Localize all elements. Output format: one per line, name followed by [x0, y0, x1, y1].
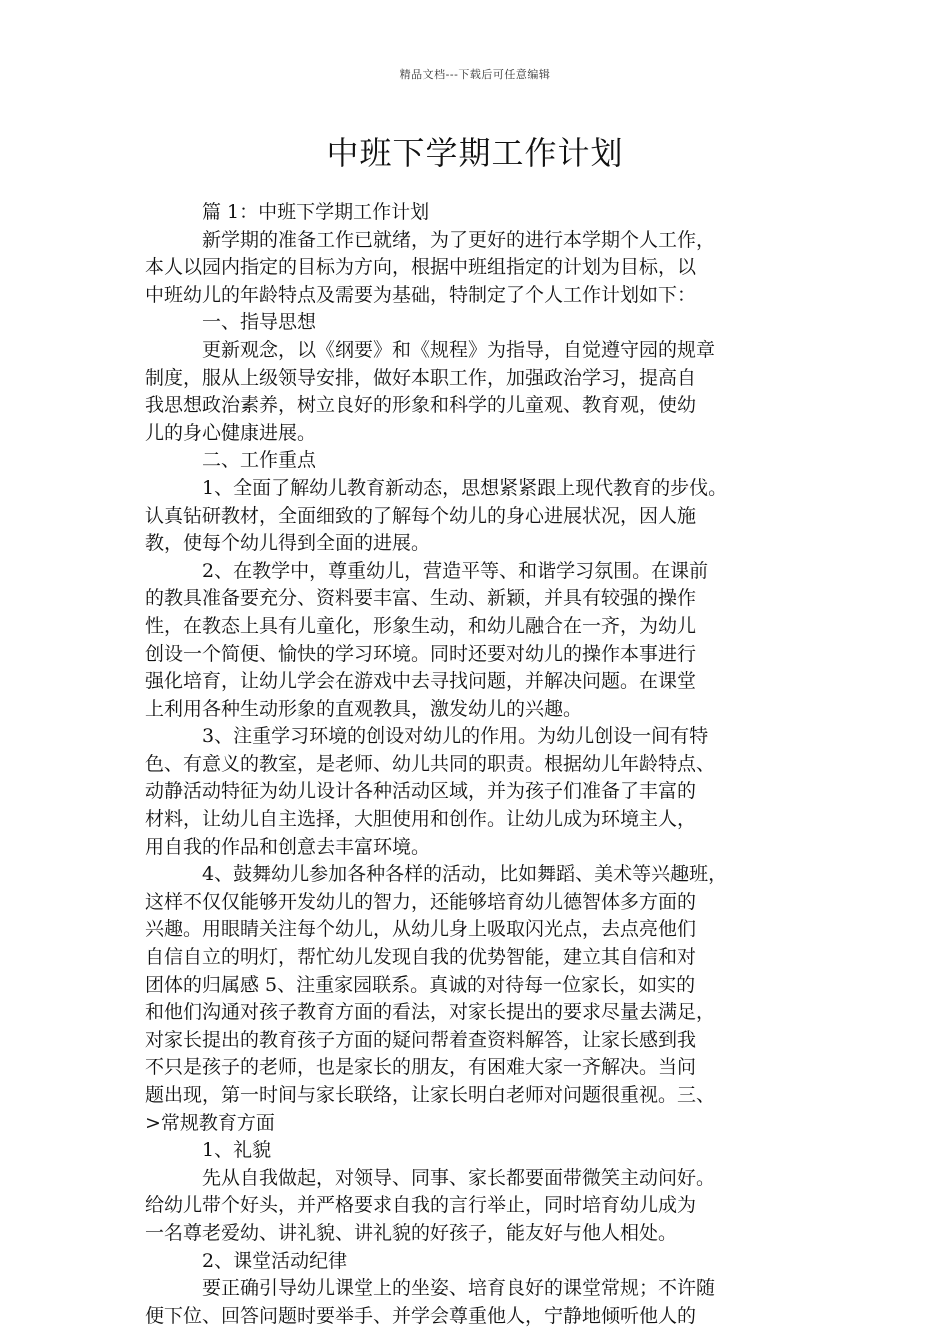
header-note: 精品文档---下载后可任意编辑 — [399, 68, 551, 81]
body-line: 兴趣。用眼睛关注每个幼儿，从幼儿身上吸取闪光点，去点亮他们 — [145, 918, 697, 941]
body-line: 材料，让幼儿自主选择，大胆使用和创作。让幼儿成为环境主人， — [145, 808, 697, 831]
body-line: 的教具准备要充分、资料要丰富、生动、新颖，并具有较强的操作 — [145, 587, 697, 610]
body-line: 用自我的作品和创意去丰富环境。 — [145, 835, 431, 858]
body-line: 我思想政治素养，树立良好的形象和科学的儿童观、教育观，使幼 — [145, 394, 697, 417]
body-line: 本人以园内指定的目标为方向，根据中班组指定的计划为目标，以 — [145, 256, 697, 279]
body-line: 动静活动特征为幼儿设计各种活动区域，并为孩子们准备了丰富的 — [145, 780, 697, 803]
body-line: 上利用各种生动形象的直观教具，激发幼儿的兴趣。 — [145, 697, 583, 720]
body-line: 对家长提出的教育孩子方面的疑问帮着查资料解答，让家长感到我 — [145, 1028, 697, 1051]
body-line: 儿的身心健康进展。 — [145, 421, 317, 444]
body-line: 要正确引导幼儿课堂上的坐姿、培育良好的课堂常规；不许随 — [202, 1277, 716, 1300]
body-line: 和他们沟通对孩子教育方面的看法，对家长提出的要求尽量去满足， — [145, 1001, 716, 1024]
body-line: 创设一个简便、愉快的学习环境。同时还要对幼儿的操作本事进行 — [145, 642, 697, 665]
body-line: 教，使每个幼儿得到全面的进展。 — [145, 532, 431, 555]
body-line: 给幼儿带个好头，并严格要求自我的言行举止，同时培育幼儿成为 — [145, 1194, 697, 1217]
body-line: 制度，服从上级领导安排，做好本职工作，加强政治学习，提高自 — [145, 366, 697, 389]
body-line: 4、鼓舞幼儿参加各种各样的活动，比如舞蹈、美术等兴趣班， — [202, 863, 728, 886]
body-line: 新学期的准备工作已就绪，为了更好的进行本学期个人工作， — [202, 228, 716, 251]
body-line: 便下位、回答问题时要举手、并学会尊重他人，宁静地倾听他人的 — [145, 1304, 697, 1327]
body-line: 团体的归属感 5、注重家园联系。真诚的对待每一位家长，如实的 — [145, 973, 696, 996]
document-body — [145, 199, 830, 1330]
body-line: 篇 1：中班下学期工作计划 — [202, 201, 430, 223]
body-line: 1、全面了解幼儿教育新动态，思想紧紧跟上现代教育的步伐。 — [202, 476, 728, 499]
body-line: 一名尊老爱幼、讲礼貌、讲礼貌的好孩子，能友好与他人相处。 — [145, 1221, 678, 1244]
body-line: 2、在教学中，尊重幼儿，营造平等、和谐学习氛围。在课前 — [202, 559, 709, 582]
body-line: 这样不仅仅能够开发幼儿的智力，还能够培育幼儿德智体多方面的 — [145, 890, 697, 913]
body-line: 认真钻研教材，全面细致的了解每个幼儿的身心进展状况，因人施 — [145, 504, 697, 527]
body-line: 自信自立的明灯，帮忙幼儿发现自我的优势智能，建立其自信和对 — [145, 946, 697, 969]
body-line: >常规教育方面 — [145, 1111, 275, 1134]
body-line: 不只是孩子的老师，也是家长的朋友，有困难大家一齐解决。当问 — [145, 1056, 697, 1079]
body-line: 一、指导思想 — [202, 311, 317, 334]
body-line: 3、注重学习环境的创设对幼儿的作用。为幼儿创设一间有特 — [202, 725, 709, 748]
body-line: 1、礼貌 — [202, 1139, 272, 1162]
body-line: 先从自我做起，对领导、同事、家长都要面带微笑主动问好。 — [202, 1166, 716, 1189]
body-line: 2、课堂活动纪律 — [202, 1249, 348, 1272]
body-line: 题出现，第一时间与家长联络，让家长明白老师对问题很重视。三、 — [145, 1084, 716, 1106]
body-line: 中班幼儿的年龄特点及需要为基础，特制定了个人工作计划如下： — [145, 283, 697, 306]
document-title: 中班下学期工作计划 — [326, 134, 624, 172]
body-line: 更新观念，以《纲要》和《规程》为指导，自觉遵守园的规章 — [202, 338, 716, 361]
body-line: 性，在教态上具有儿童化，形象生动，和幼儿融合在一齐，为幼儿 — [145, 614, 697, 637]
body-line: 二、工作重点 — [202, 449, 317, 472]
body-line: 色、有意义的教室，是老师、幼儿共同的职责。根据幼儿年龄特点、 — [145, 752, 716, 775]
body-line: 强化培育，让幼儿学会在游戏中去寻找问题，并解决问题。在课堂 — [145, 670, 697, 693]
